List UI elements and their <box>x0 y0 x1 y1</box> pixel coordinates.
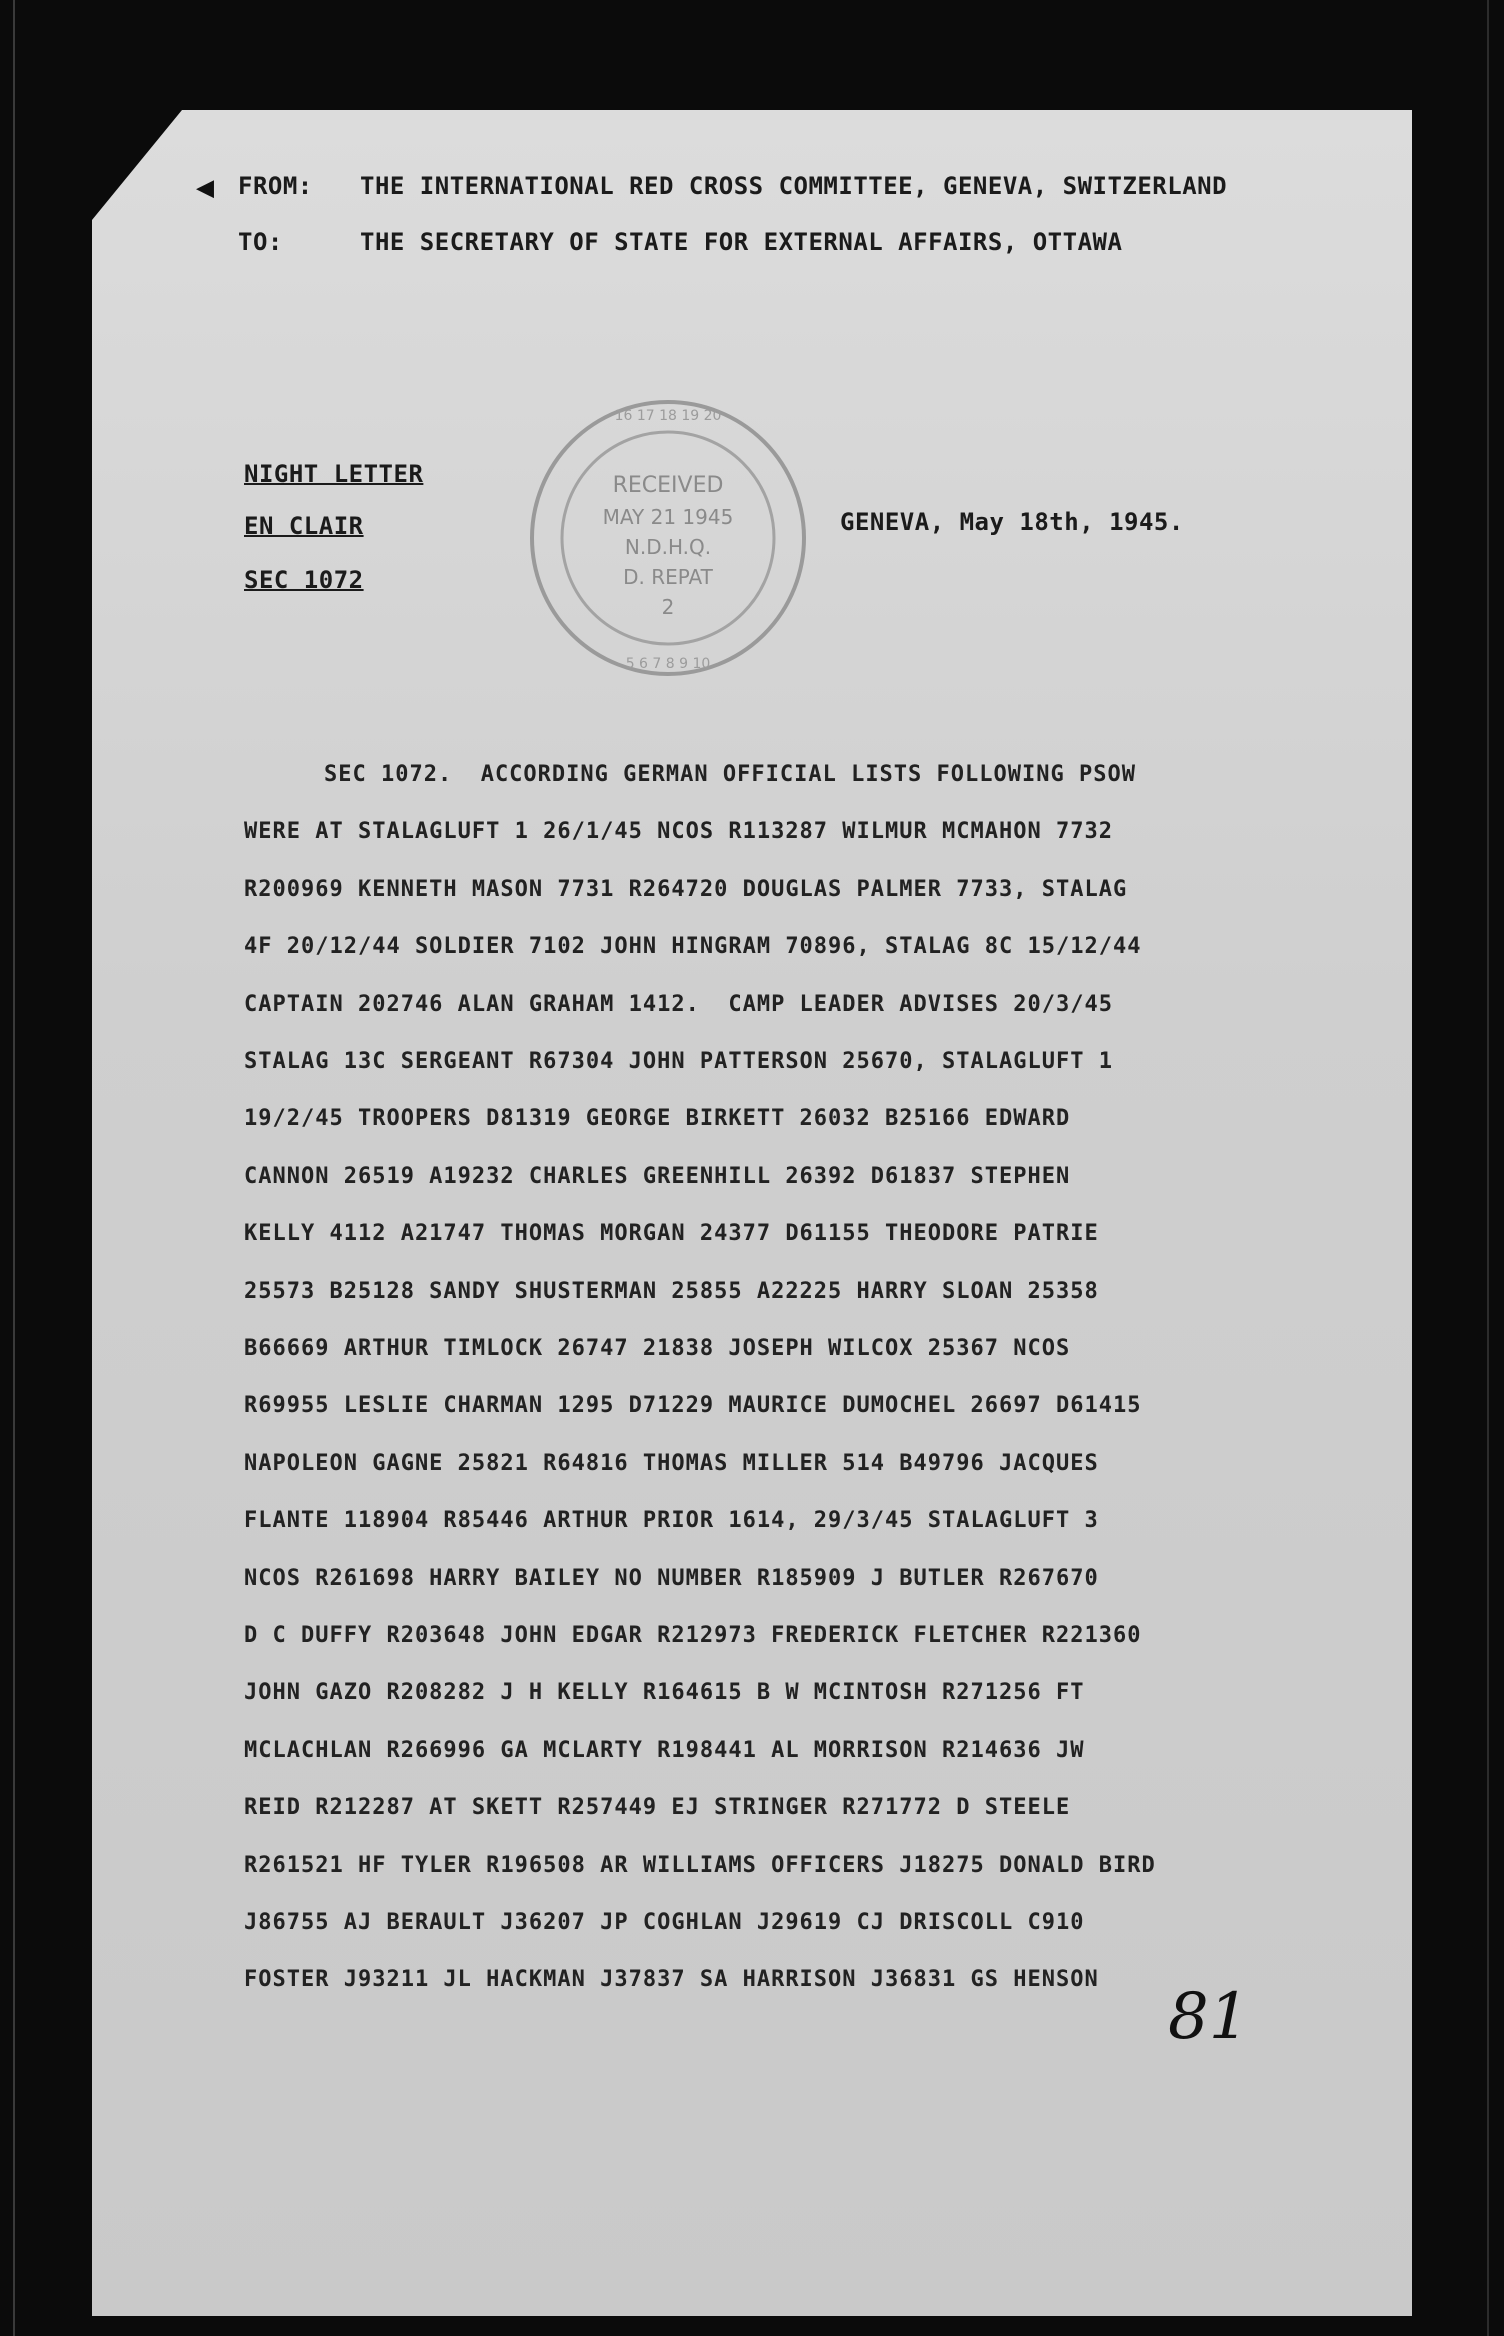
arrow-marker-icon: ◀ <box>196 170 215 205</box>
stamp-dept-text: D. REPAT <box>623 565 713 589</box>
body-line: 4F 20/12/44 SOLDIER 7102 JOHN HINGRAM 70896, STALAG 8C 15/12/44 <box>244 934 1142 959</box>
stamp-received-text: RECEIVED <box>612 473 724 498</box>
body-line: J86755 AJ BERAULT J36207 JP COGHLAN J29619 CJ DRISCOLL C910 <box>244 1910 1085 1935</box>
reference-label: SEC 1072 <box>244 566 364 594</box>
body-line: CANNON 26519 A19232 CHARLES GREENHILL 26392 D61837 STEPHEN <box>244 1164 1071 1189</box>
stamp-number-text: 2 <box>661 595 675 619</box>
body-line: NAPOLEON GAGNE 25821 R64816 THOMAS MILLER 514 B49796 JACQUES <box>244 1451 1099 1476</box>
body-line: KELLY 4112 A21747 THOMAS MORGAN 24377 D61155 THEODORE PATRIE <box>244 1221 1099 1246</box>
body-line: SEC 1072. ACCORDING GERMAN OFFICIAL LISTS FOLLOWING PSOW <box>324 762 1136 787</box>
body-line: 25573 B25128 SANDY SHUSTERMAN 25855 A22225 HARRY SLOAN 25358 <box>244 1279 1099 1304</box>
en-clair-label: EN CLAIR <box>244 512 364 540</box>
body-line: JOHN GAZO R208282 J H KELLY R164615 B W MCINTOSH R271256 FT <box>244 1680 1085 1705</box>
svg-text:5 6 7 8 9 10: 5 6 7 8 9 10 <box>625 656 711 672</box>
body-line: D C DUFFY R203648 JOHN EDGAR R212973 FREDERICK FLETCHER R221360 <box>244 1623 1142 1648</box>
body-line: R69955 LESLIE CHARMAN 1295 D71229 MAURICE DUMOCHEL 26697 D61415 <box>244 1393 1142 1418</box>
stamp-date-text: MAY 21 1945 <box>602 505 734 529</box>
body-line: CAPTAIN 202746 ALAN GRAHAM 1412. CAMP LEADER ADVISES 20/3/45 <box>244 992 1113 1017</box>
body-line: STALAG 13C SERGEANT R67304 JOHN PATTERSON 25670, STALAGLUFT 1 <box>244 1049 1113 1074</box>
date-line: GENEVA, May 18th, 1945. <box>840 508 1184 536</box>
stamp-hq-text: N.D.H.Q. <box>624 535 712 559</box>
body-line: B66669 ARTHUR TIMLOCK 26747 21838 JOSEPH WILCOX 25367 NCOS <box>244 1336 1071 1361</box>
body-line: MCLACHLAN R266996 GA MCLARTY R198441 AL MORRISON R214636 JW <box>244 1738 1085 1763</box>
night-letter-label: NIGHT LETTER <box>244 460 424 488</box>
body-line: FOSTER J93211 JL HACKMAN J37837 SA HARRISON J36831 GS HENSON <box>244 1967 1099 1992</box>
to-label: TO: <box>238 228 283 256</box>
body-line: FLANTE 118904 R85446 ARTHUR PRIOR 1614, 29/3/45 STALAGLUFT 3 <box>244 1508 1099 1533</box>
body-line: 19/2/45 TROOPERS D81319 GEORGE BIRKETT 26032 B25166 EDWARD <box>244 1106 1071 1131</box>
body-line: R200969 KENNETH MASON 7731 R264720 DOUGLAS PALMER 7733, STALAG <box>244 877 1128 902</box>
body-line: WERE AT STALAGLUFT 1 26/1/45 NCOS R113287 WILMUR MCMAHON 7732 <box>244 819 1113 844</box>
svg-text:16 17 18 19 20: 16 17 18 19 20 <box>614 408 722 424</box>
from-label: FROM: <box>238 172 313 200</box>
received-stamp <box>518 388 818 688</box>
body-line: REID R212287 AT SKETT R257449 EJ STRINGER R271772 D STEELE <box>244 1795 1071 1820</box>
body-line: NCOS R261698 HARRY BAILEY NO NUMBER R185909 J BUTLER R267670 <box>244 1566 1099 1591</box>
body-line: R261521 HF TYLER R196508 AR WILLIAMS OFFICERS J18275 DONALD BIRD <box>244 1853 1156 1878</box>
from-text: THE INTERNATIONAL RED CROSS COMMITTEE, GENEVA, SWITZERLAND <box>360 172 1228 200</box>
to-text: THE SECRETARY OF STATE FOR EXTERNAL AFFAIRS, OTTAWA <box>360 228 1123 256</box>
page-number: 81 <box>1168 1980 1250 2054</box>
